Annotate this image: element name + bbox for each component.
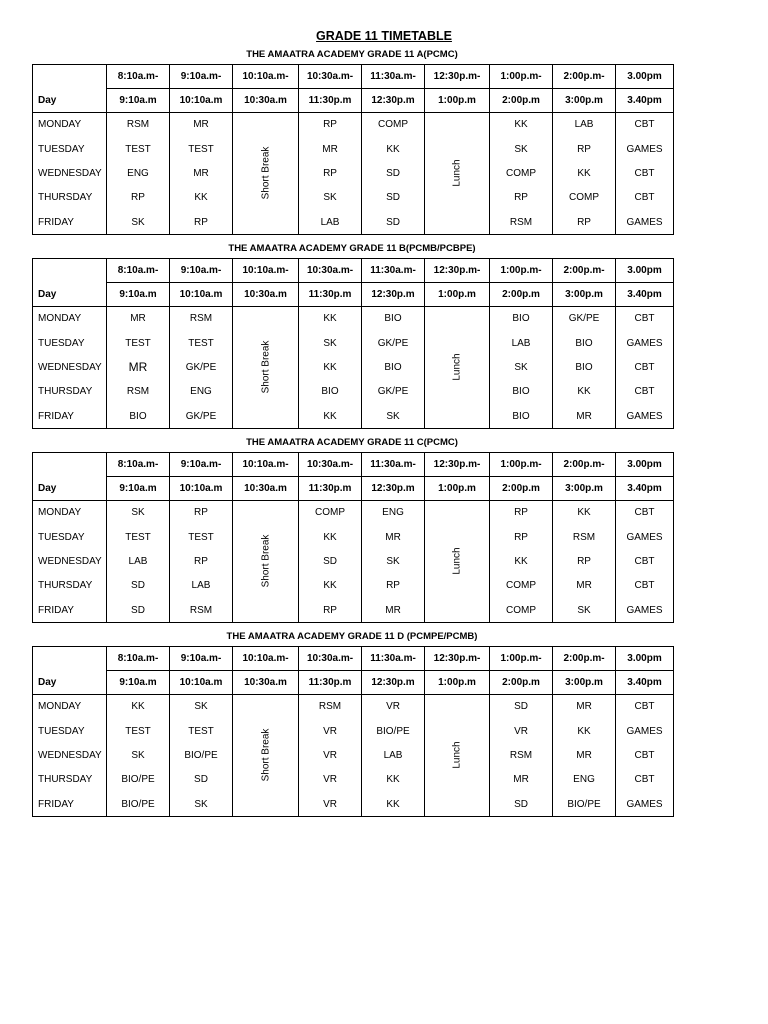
subject-cell: RP xyxy=(553,137,616,161)
subject-cell: COMP xyxy=(490,161,553,185)
subject-cell: SD xyxy=(170,768,233,792)
day-header: Day xyxy=(33,89,107,113)
header-row xyxy=(33,89,674,113)
subject-cell: SD xyxy=(107,598,170,622)
subject-cell: MR xyxy=(553,574,616,598)
subject-cell: MR xyxy=(490,768,553,792)
subject-cell: SK xyxy=(107,743,170,767)
subject-cell: BIO/PE xyxy=(107,792,170,816)
timetable-table xyxy=(32,64,674,235)
subject-cell: GK/PE xyxy=(362,331,425,355)
subject-cell: RSM xyxy=(107,380,170,404)
subject-cell: GAMES xyxy=(616,404,674,428)
subject-cell: BIO xyxy=(362,355,425,379)
header-row xyxy=(33,65,674,89)
subject-cell: SD xyxy=(362,210,425,234)
time-slot-header: 12:30p.m xyxy=(362,671,425,695)
subject-cell: RP xyxy=(553,210,616,234)
day-name: MONDAY xyxy=(33,307,107,331)
subject-cell: SK xyxy=(170,792,233,816)
table-row xyxy=(33,792,674,816)
subject-cell: KK xyxy=(490,549,553,573)
subject-cell: MR xyxy=(170,113,233,137)
lunch-cell xyxy=(425,113,490,235)
subject-cell: RP xyxy=(553,549,616,573)
subject-cell: GAMES xyxy=(616,210,674,234)
short-break-cell xyxy=(233,501,299,623)
subject-cell: LAB xyxy=(170,574,233,598)
time-slot-header: 3:00p.m xyxy=(553,283,616,307)
day-name: FRIDAY xyxy=(33,210,107,234)
time-slot-header: 3.00pm xyxy=(616,453,674,477)
lunch-label: Lunch xyxy=(451,547,463,576)
table-row xyxy=(33,210,674,234)
time-slot-header: 1:00p.m- xyxy=(490,65,553,89)
time-slot-header: 10:30a.m xyxy=(233,477,299,501)
subject-cell: MR xyxy=(107,307,170,331)
section-title: THE AMAATRA ACADEMY GRADE 11 A(PCMC) xyxy=(246,49,458,60)
subject-cell: LAB xyxy=(362,743,425,767)
subject-cell: COMP xyxy=(299,501,362,525)
header-row xyxy=(33,477,674,501)
time-slot-header: 11:30p.m xyxy=(299,477,362,501)
time-slot-header: 9:10a.m xyxy=(107,89,170,113)
subject-cell: VR xyxy=(299,792,362,816)
short-break-cell xyxy=(233,113,299,235)
header-row xyxy=(33,259,674,283)
time-slot-header: 1:00p.m- xyxy=(490,453,553,477)
subject-cell: BIO/PE xyxy=(553,792,616,816)
subject-cell: CBT xyxy=(616,113,674,137)
table-row xyxy=(33,137,674,161)
subject-cell: VR xyxy=(490,719,553,743)
time-slot-header: 11:30a.m- xyxy=(362,647,425,671)
time-slot-header: 10:10a.m xyxy=(170,89,233,113)
subject-cell: CBT xyxy=(616,501,674,525)
subject-cell: COMP xyxy=(362,113,425,137)
time-slot-header: 10:10a.m xyxy=(170,671,233,695)
time-slot-header: 11:30p.m xyxy=(299,283,362,307)
subject-cell: KK xyxy=(299,404,362,428)
subject-cell: GAMES xyxy=(616,719,674,743)
subject-cell: RP xyxy=(490,501,553,525)
table-row xyxy=(33,525,674,549)
subject-cell: BIO xyxy=(490,380,553,404)
subject-cell: VR xyxy=(362,695,425,719)
day-name: WEDNESDAY xyxy=(33,161,107,185)
time-slot-header: 2:00p.m- xyxy=(553,453,616,477)
subject-cell: SK xyxy=(170,695,233,719)
subject-cell: RP xyxy=(170,501,233,525)
table-row xyxy=(33,113,674,137)
lunch-cell xyxy=(425,501,490,623)
subject-cell: LAB xyxy=(553,113,616,137)
subject-cell: CBT xyxy=(616,355,674,379)
time-slot-header: 9:10a.m- xyxy=(170,259,233,283)
time-slot-header: 1:00p.m xyxy=(425,671,490,695)
time-slot-header: 2:00p.m- xyxy=(553,647,616,671)
subject-cell: SK xyxy=(362,549,425,573)
section-title: THE AMAATRA ACADEMY GRADE 11 C(PCMC) xyxy=(246,437,458,448)
time-slot-header: 1:00p.m xyxy=(425,283,490,307)
subject-cell: KK xyxy=(170,186,233,210)
time-slot-header: 9:10a.m xyxy=(107,283,170,307)
timetable-table xyxy=(32,258,674,429)
subject-cell: ENG xyxy=(107,161,170,185)
time-slot-header: 9:10a.m- xyxy=(170,453,233,477)
time-slot-header: 2:00p.m xyxy=(490,89,553,113)
header-row xyxy=(33,283,674,307)
time-slot-header: 10:30a.m- xyxy=(299,647,362,671)
table-row xyxy=(33,404,674,428)
time-slot-header: 12:30p.m- xyxy=(425,259,490,283)
subject-cell: CBT xyxy=(616,574,674,598)
subject-cell: KK xyxy=(490,113,553,137)
subject-cell: RP xyxy=(490,186,553,210)
time-slot-header: 1:00p.m- xyxy=(490,647,553,671)
time-slot-header: 10:30a.m- xyxy=(299,453,362,477)
day-name: TUESDAY xyxy=(33,331,107,355)
subject-cell: TEST xyxy=(170,525,233,549)
section-title: THE AMAATRA ACADEMY GRADE 11 B(PCMB/PCBPE) xyxy=(228,243,476,254)
subject-cell: GK/PE xyxy=(170,404,233,428)
subject-cell: SK xyxy=(362,404,425,428)
subject-cell: CBT xyxy=(616,743,674,767)
time-slot-header: 11:30a.m- xyxy=(362,65,425,89)
time-slot-header: 3:00p.m xyxy=(553,477,616,501)
subject-cell: TEST xyxy=(107,525,170,549)
subject-cell: MR xyxy=(553,695,616,719)
day-header: Day xyxy=(33,283,107,307)
table-row xyxy=(33,574,674,598)
time-slot-header: 1:00p.m xyxy=(425,89,490,113)
subject-cell: KK xyxy=(299,574,362,598)
subject-cell: TEST xyxy=(107,137,170,161)
subject-cell: SD xyxy=(107,574,170,598)
table-row xyxy=(33,719,674,743)
subject-cell: SK xyxy=(107,210,170,234)
time-slot-header: 10:10a.m- xyxy=(233,259,299,283)
subject-cell: TEST xyxy=(170,719,233,743)
day-header xyxy=(33,65,107,89)
table-row xyxy=(33,743,674,767)
subject-cell: RP xyxy=(299,113,362,137)
day-name: FRIDAY xyxy=(33,404,107,428)
time-slot-header: 12:30p.m- xyxy=(425,65,490,89)
subject-cell: MR xyxy=(170,161,233,185)
time-slot-header: 2:00p.m xyxy=(490,671,553,695)
time-slot-header: 8:10a.m- xyxy=(107,453,170,477)
subject-cell: KK xyxy=(553,380,616,404)
time-slot-header: 3:00p.m xyxy=(553,671,616,695)
subject-cell: RSM xyxy=(299,695,362,719)
day-header xyxy=(33,647,107,671)
subject-cell: CBT xyxy=(616,186,674,210)
short-break-cell xyxy=(233,695,299,817)
subject-cell: GK/PE xyxy=(553,307,616,331)
section-title: THE AMAATRA ACADEMY GRADE 11 D (PCMPE/PCMB) xyxy=(226,631,478,642)
time-slot-header: 2:00p.m- xyxy=(553,259,616,283)
time-slot-header: 12:30p.m xyxy=(362,477,425,501)
subject-cell: RSM xyxy=(490,210,553,234)
time-slot-header: 3:00p.m xyxy=(553,89,616,113)
subject-cell: CBT xyxy=(616,380,674,404)
subject-cell: ENG xyxy=(170,380,233,404)
time-slot-header: 12:30p.m- xyxy=(425,453,490,477)
subject-cell: RSM xyxy=(553,525,616,549)
subject-cell: TEST xyxy=(170,331,233,355)
page-title: GRADE 11 TIMETABLE xyxy=(316,29,452,43)
subject-cell: BIO xyxy=(553,331,616,355)
time-slot-header: 10:30a.m xyxy=(233,283,299,307)
day-name: FRIDAY xyxy=(33,792,107,816)
day-name: THURSDAY xyxy=(33,380,107,404)
time-slot-header: 10:10a.m- xyxy=(233,65,299,89)
lunch-label: Lunch xyxy=(451,159,463,188)
time-slot-header: 9:10a.m xyxy=(107,477,170,501)
subject-cell: RP xyxy=(107,186,170,210)
subject-cell: KK xyxy=(299,525,362,549)
day-name: TUESDAY xyxy=(33,719,107,743)
time-slot-header: 11:30a.m- xyxy=(362,453,425,477)
subject-cell: MR xyxy=(107,355,170,379)
subject-cell: GAMES xyxy=(616,792,674,816)
short-break-label: Short Break xyxy=(260,341,271,394)
subject-cell: RSM xyxy=(490,743,553,767)
subject-cell: MR xyxy=(553,404,616,428)
day-name: MONDAY xyxy=(33,695,107,719)
subject-cell: SK xyxy=(299,186,362,210)
time-slot-header: 11:30a.m- xyxy=(362,259,425,283)
subject-cell: RP xyxy=(170,210,233,234)
lunch-label: Lunch xyxy=(451,353,463,382)
subject-cell: BIO/PE xyxy=(107,768,170,792)
header-row xyxy=(33,647,674,671)
subject-cell: CBT xyxy=(616,695,674,719)
subject-cell: KK xyxy=(362,768,425,792)
time-slot-header: 10:10a.m xyxy=(170,477,233,501)
time-slot-header: 12:30p.m xyxy=(362,89,425,113)
day-name: WEDNESDAY xyxy=(33,355,107,379)
day-name: THURSDAY xyxy=(33,574,107,598)
time-slot-header: 1:00p.m- xyxy=(490,259,553,283)
day-name: THURSDAY xyxy=(33,768,107,792)
subject-cell: KK xyxy=(107,695,170,719)
time-slot-header: 10:30a.m- xyxy=(299,65,362,89)
subject-cell: LAB xyxy=(299,210,362,234)
subject-cell: BIO xyxy=(362,307,425,331)
subject-cell: ENG xyxy=(362,501,425,525)
day-name: MONDAY xyxy=(33,501,107,525)
subject-cell: GK/PE xyxy=(362,380,425,404)
subject-cell: BIO xyxy=(107,404,170,428)
subject-cell: CBT xyxy=(616,768,674,792)
subject-cell: KK xyxy=(553,161,616,185)
time-slot-header: 3.40pm xyxy=(616,671,674,695)
subject-cell: BIO xyxy=(490,404,553,428)
subject-cell: GAMES xyxy=(616,137,674,161)
subject-cell: RSM xyxy=(170,598,233,622)
time-slot-header: 3.00pm xyxy=(616,647,674,671)
table-row xyxy=(33,355,674,379)
table-row xyxy=(33,549,674,573)
day-name: WEDNESDAY xyxy=(33,743,107,767)
subject-cell: KK xyxy=(362,137,425,161)
table-row xyxy=(33,598,674,622)
table-row xyxy=(33,768,674,792)
short-break-label: Short Break xyxy=(260,535,271,588)
subject-cell: RSM xyxy=(107,113,170,137)
time-slot-header: 10:30a.m xyxy=(233,671,299,695)
subject-cell: SD xyxy=(362,161,425,185)
subject-cell: BIO/PE xyxy=(362,719,425,743)
time-slot-header: 9:10a.m- xyxy=(170,647,233,671)
subject-cell: VR xyxy=(299,768,362,792)
time-slot-header: 8:10a.m- xyxy=(107,259,170,283)
subject-cell: RP xyxy=(362,574,425,598)
day-name: TUESDAY xyxy=(33,137,107,161)
subject-cell: BIO xyxy=(553,355,616,379)
day-name: FRIDAY xyxy=(33,598,107,622)
time-slot-header: 11:30p.m xyxy=(299,89,362,113)
short-break-label: Short Break xyxy=(260,147,271,200)
subject-cell: RP xyxy=(299,598,362,622)
lunch-cell xyxy=(425,695,490,817)
subject-cell: SK xyxy=(490,355,553,379)
subject-cell: CBT xyxy=(616,549,674,573)
subject-cell: BIO xyxy=(299,380,362,404)
subject-cell: TEST xyxy=(107,331,170,355)
subject-cell: VR xyxy=(299,719,362,743)
table-row xyxy=(33,161,674,185)
subject-cell: GK/PE xyxy=(170,355,233,379)
time-slot-header: 9:10a.m- xyxy=(170,65,233,89)
subject-cell: GAMES xyxy=(616,525,674,549)
time-slot-header: 3.00pm xyxy=(616,259,674,283)
subject-cell: KK xyxy=(362,792,425,816)
day-header: Day xyxy=(33,477,107,501)
table-row xyxy=(33,307,674,331)
timetable-table xyxy=(32,452,674,623)
subject-cell: RP xyxy=(299,161,362,185)
subject-cell: GAMES xyxy=(616,598,674,622)
subject-cell: SD xyxy=(299,549,362,573)
subject-cell: KK xyxy=(553,501,616,525)
day-header xyxy=(33,453,107,477)
time-slot-header: 10:30a.m xyxy=(233,89,299,113)
time-slot-header: 8:10a.m- xyxy=(107,65,170,89)
subject-cell: RP xyxy=(170,549,233,573)
short-break-label: Short Break xyxy=(260,729,271,782)
lunch-cell xyxy=(425,307,490,429)
time-slot-header: 2:00p.m xyxy=(490,283,553,307)
time-slot-header: 2:00p.m xyxy=(490,477,553,501)
subject-cell: MR xyxy=(553,743,616,767)
day-name: TUESDAY xyxy=(33,525,107,549)
subject-cell: COMP xyxy=(490,574,553,598)
subject-cell: ENG xyxy=(553,768,616,792)
subject-cell: LAB xyxy=(490,331,553,355)
subject-cell: COMP xyxy=(490,598,553,622)
short-break-cell xyxy=(233,307,299,429)
subject-cell: SD xyxy=(490,792,553,816)
subject-cell: TEST xyxy=(107,719,170,743)
subject-cell: SK xyxy=(490,137,553,161)
subject-cell: SK xyxy=(107,501,170,525)
table-row xyxy=(33,186,674,210)
subject-cell: COMP xyxy=(553,186,616,210)
subject-cell: SD xyxy=(362,186,425,210)
lunch-label: Lunch xyxy=(451,741,463,770)
time-slot-header: 3.40pm xyxy=(616,89,674,113)
subject-cell: KK xyxy=(553,719,616,743)
subject-cell: KK xyxy=(299,355,362,379)
time-slot-header: 3.00pm xyxy=(616,65,674,89)
subject-cell: LAB xyxy=(107,549,170,573)
day-header xyxy=(33,259,107,283)
subject-cell: MR xyxy=(362,525,425,549)
time-slot-header: 1:00p.m xyxy=(425,477,490,501)
time-slot-header: 10:10a.m- xyxy=(233,647,299,671)
time-slot-header: 10:10a.m xyxy=(170,283,233,307)
time-slot-header: 10:30a.m- xyxy=(299,259,362,283)
day-name: WEDNESDAY xyxy=(33,549,107,573)
day-name: THURSDAY xyxy=(33,186,107,210)
header-row xyxy=(33,671,674,695)
timetable-table xyxy=(32,646,674,817)
subject-cell: SK xyxy=(299,331,362,355)
table-row xyxy=(33,331,674,355)
subject-cell: CBT xyxy=(616,307,674,331)
subject-cell: SD xyxy=(490,695,553,719)
subject-cell: TEST xyxy=(170,137,233,161)
table-row xyxy=(33,501,674,525)
subject-cell: KK xyxy=(299,307,362,331)
subject-cell: BIO xyxy=(490,307,553,331)
subject-cell: GAMES xyxy=(616,331,674,355)
time-slot-header: 9:10a.m xyxy=(107,671,170,695)
time-slot-header: 12:30p.m- xyxy=(425,647,490,671)
subject-cell: MR xyxy=(299,137,362,161)
table-row xyxy=(33,695,674,719)
day-header: Day xyxy=(33,671,107,695)
time-slot-header: 11:30p.m xyxy=(299,671,362,695)
table-row xyxy=(33,380,674,404)
time-slot-header: 10:10a.m- xyxy=(233,453,299,477)
subject-cell: CBT xyxy=(616,161,674,185)
subject-cell: VR xyxy=(299,743,362,767)
time-slot-header: 8:10a.m- xyxy=(107,647,170,671)
time-slot-header: 3.40pm xyxy=(616,283,674,307)
subject-cell: RP xyxy=(490,525,553,549)
time-slot-header: 12:30p.m xyxy=(362,283,425,307)
subject-cell: RSM xyxy=(170,307,233,331)
day-name: MONDAY xyxy=(33,113,107,137)
time-slot-header: 3.40pm xyxy=(616,477,674,501)
header-row xyxy=(33,453,674,477)
time-slot-header: 2:00p.m- xyxy=(553,65,616,89)
subject-cell: MR xyxy=(362,598,425,622)
subject-cell: BIO/PE xyxy=(170,743,233,767)
subject-cell: SK xyxy=(553,598,616,622)
